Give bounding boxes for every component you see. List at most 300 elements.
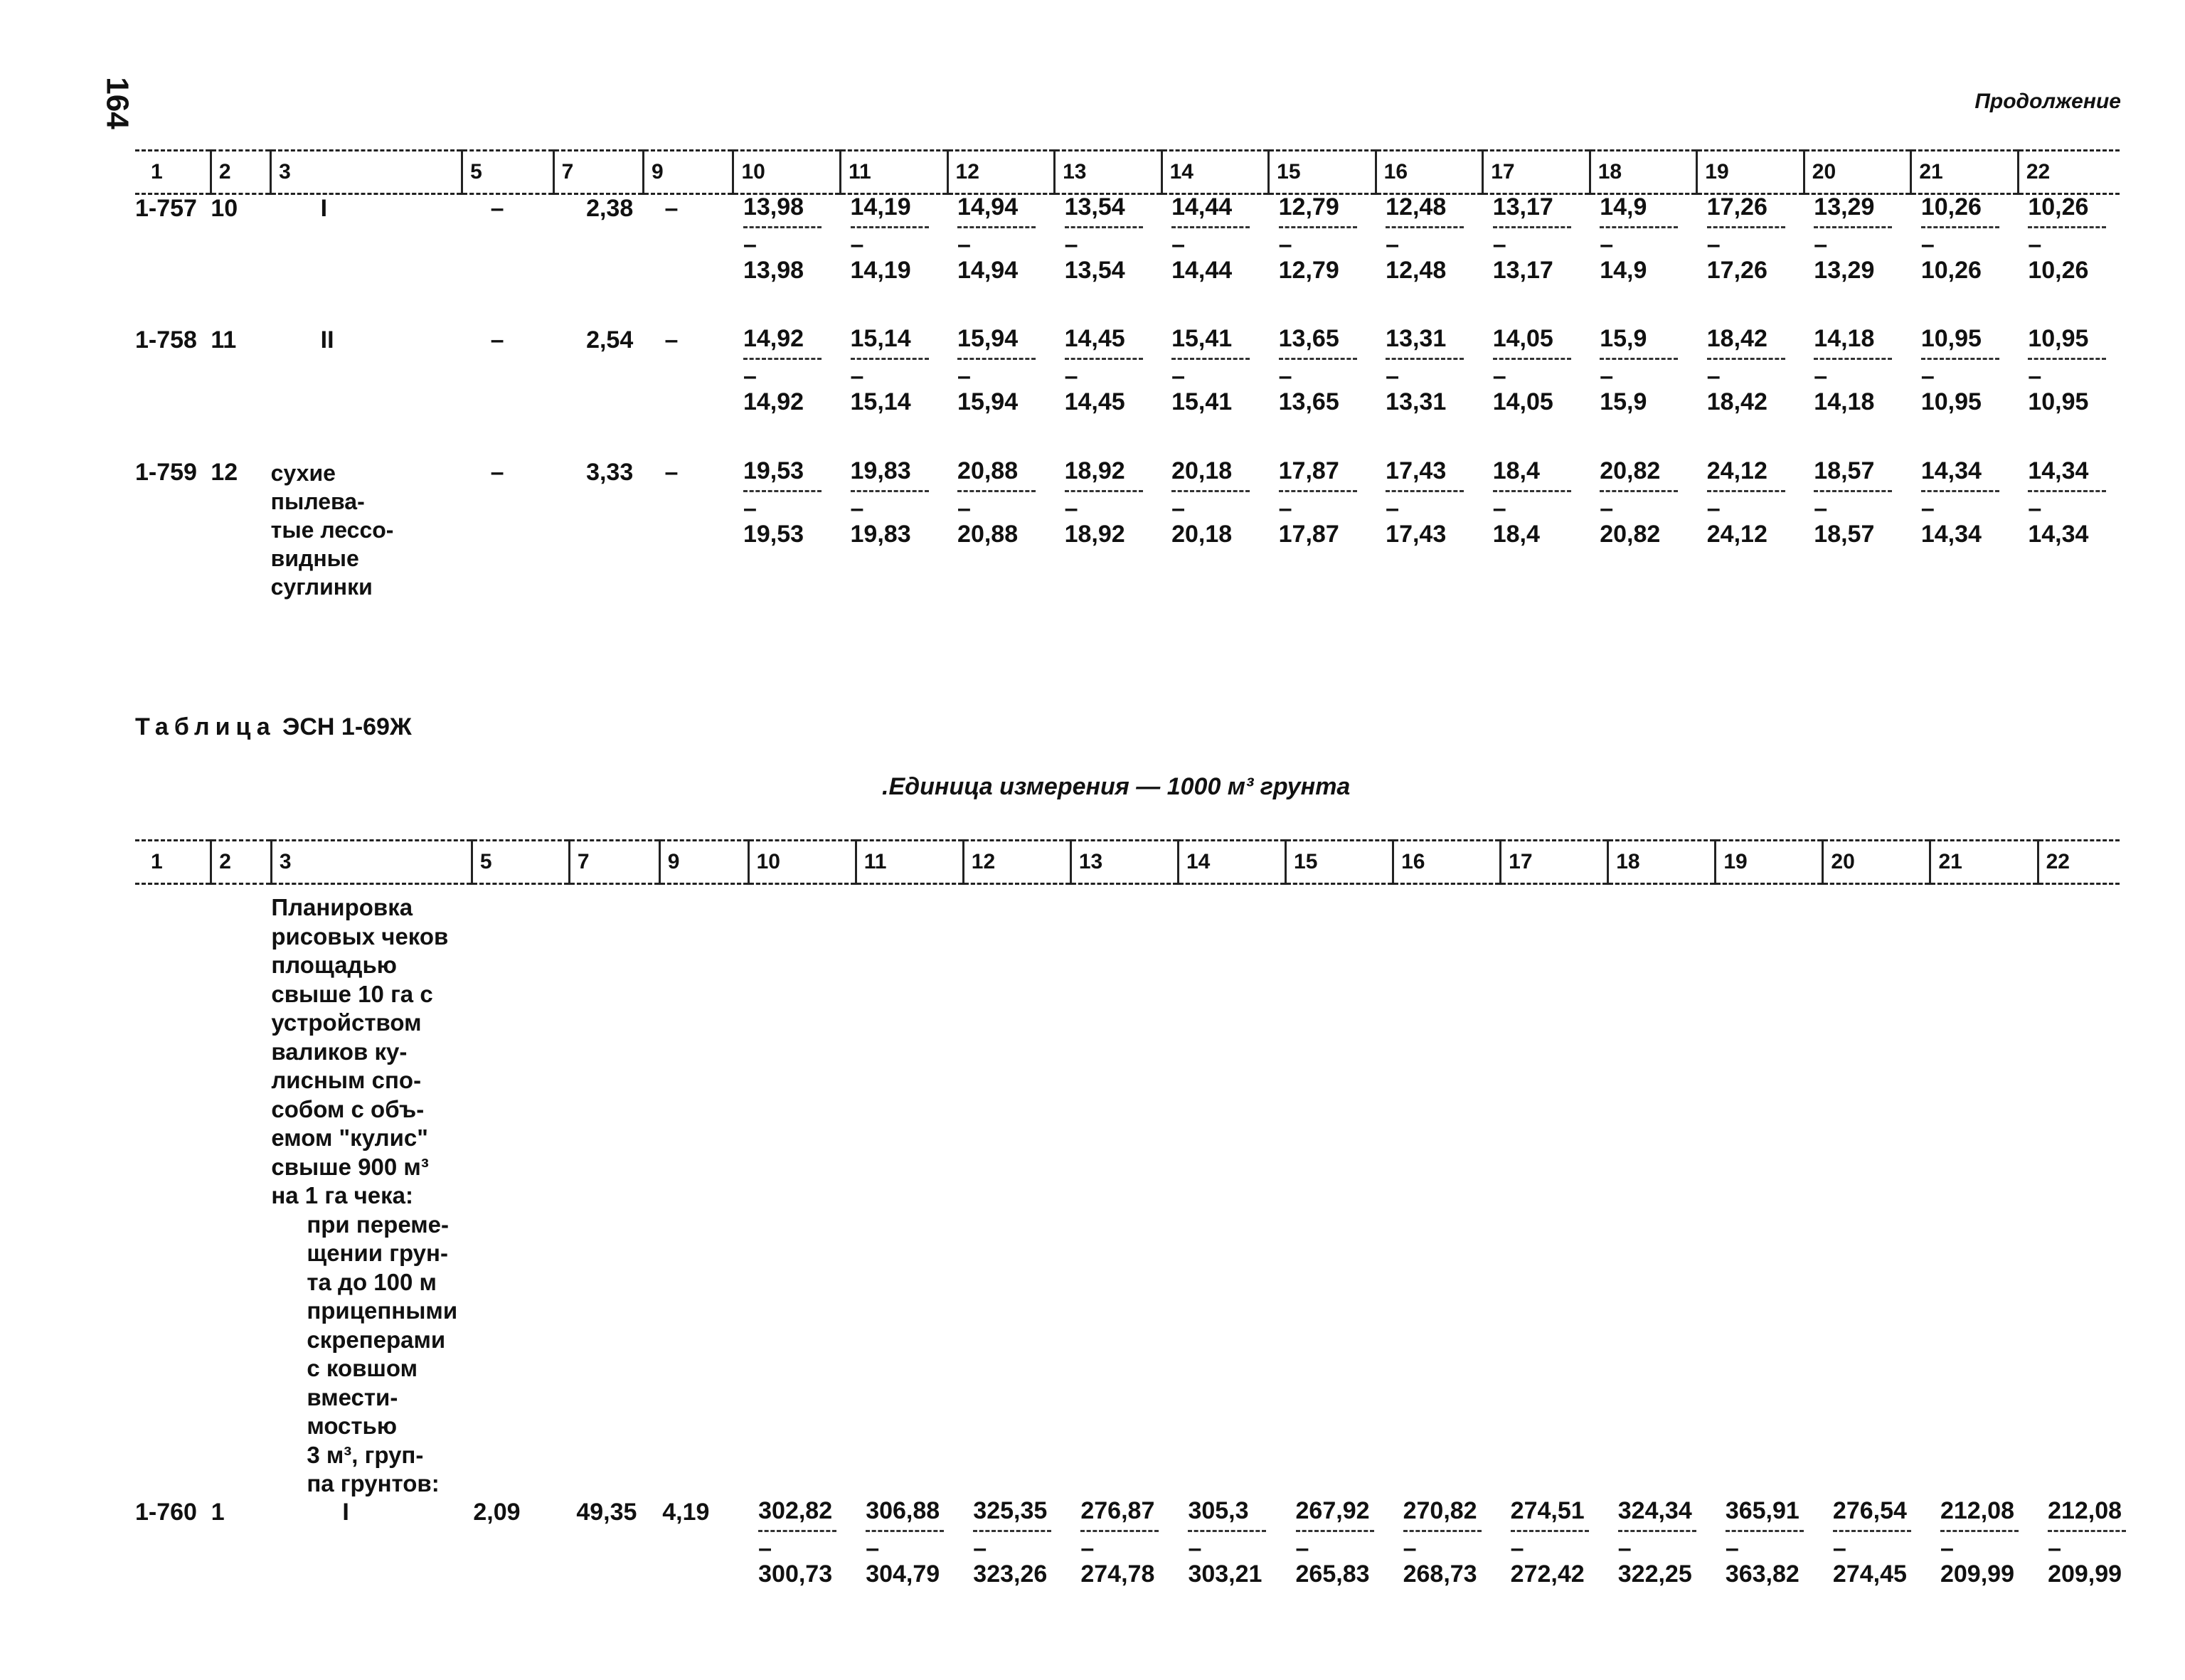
fraction-dash: –: [973, 1534, 987, 1562]
column-header: 9: [659, 841, 748, 884]
col-7: 2,38: [586, 195, 634, 222]
fraction-numerator: 14,19: [851, 195, 929, 228]
column-header: 19: [1716, 841, 1823, 884]
column-header: 21: [1911, 151, 2019, 194]
empty-cell: [748, 884, 856, 1499]
fraction-dash: –: [743, 362, 757, 390]
fraction-denominator: 17,87: [1278, 520, 1339, 548]
text-line: лисным спо-: [271, 1067, 422, 1093]
fraction-denominator: 10,26: [2028, 257, 2089, 284]
table-row: [135, 194, 2120, 326]
table-row: [135, 326, 2120, 459]
fraction-denominator: 14,05: [1492, 388, 1553, 415]
fraction-dash: –: [850, 231, 864, 258]
empty-cell: [1393, 884, 1501, 1499]
fraction-numerator: 13,54: [1065, 195, 1143, 228]
fraction: [1600, 326, 1678, 414]
column-header: 18: [1608, 841, 1716, 884]
column-header: 5: [472, 841, 569, 884]
value-cell: [1055, 459, 1162, 608]
fraction: [2028, 326, 2106, 414]
fraction-dash: –: [1832, 1534, 1846, 1562]
row-code: 1-759: [135, 458, 197, 486]
text-line: собом с объ-: [271, 1095, 425, 1122]
fraction-dash: –: [1278, 231, 1292, 258]
value-cell: [1697, 326, 1804, 459]
fraction-denominator: 18,42: [1706, 388, 1767, 415]
fraction-numerator: 18,4: [1493, 459, 1571, 492]
fraction: [743, 326, 822, 414]
fraction: [1386, 326, 1464, 414]
fraction-numerator: 20,82: [1600, 459, 1678, 492]
value-cell: [1269, 194, 1376, 326]
text-line: видные: [270, 545, 359, 571]
row-number: 11: [211, 326, 237, 353]
fraction-numerator: 270,82: [1403, 1499, 1482, 1532]
empty-cell: [1501, 884, 1608, 1499]
fraction-numerator: 14,45: [1065, 326, 1143, 360]
column-header: 20: [1823, 841, 1930, 884]
text-line: емом "кулис": [271, 1125, 428, 1151]
fraction-numerator: 13,31: [1386, 326, 1464, 360]
value-cell: [2018, 194, 2120, 326]
fraction-denominator: 13,54: [1064, 257, 1125, 284]
fraction: [866, 1496, 944, 1588]
fraction: [1617, 1496, 1696, 1588]
fraction-dash: –: [1171, 362, 1186, 390]
empty-cell: [1823, 884, 1930, 1499]
fraction-denominator: 300,73: [758, 1560, 833, 1588]
fraction: [1279, 459, 1357, 546]
value-cell: [1269, 326, 1376, 459]
table-title-word: Таблица: [135, 713, 276, 740]
row-name-text: [271, 459, 470, 601]
description-text: [271, 893, 472, 1499]
fraction-denominator: 265,83: [1295, 1560, 1370, 1588]
column-header: 15: [1286, 841, 1393, 884]
value-cell: [947, 326, 1055, 459]
fraction: [1510, 1496, 1589, 1588]
column-header: 14: [1161, 151, 1269, 194]
fraction-dash: –: [2028, 231, 2042, 258]
column-header: 3: [271, 151, 462, 194]
fraction: [1493, 459, 1571, 546]
text-line: пылева-: [270, 488, 365, 514]
value-cell: [1697, 194, 1804, 326]
fraction-denominator: 303,21: [1188, 1560, 1262, 1588]
fraction: [1600, 195, 1678, 282]
fraction-denominator: 17,26: [1706, 257, 1767, 284]
fraction: [1171, 326, 1250, 414]
fraction-denominator: 10,26: [1920, 257, 1982, 284]
fraction: [1171, 195, 1250, 282]
value-cell: [1376, 326, 1483, 459]
fraction-numerator: 212,08: [1940, 1499, 2019, 1532]
fraction: [851, 459, 929, 546]
fraction-numerator: 24,12: [1707, 459, 1785, 492]
fraction-dash: –: [2028, 362, 2042, 390]
table-title: [135, 713, 412, 741]
fraction-numerator: 13,65: [1279, 326, 1357, 360]
fraction-dash: –: [2028, 494, 2042, 522]
value-cell: [1590, 326, 1697, 459]
value-cell: [1501, 1496, 1608, 1588]
col-7: 49,35: [576, 1498, 637, 1526]
fraction-denominator: 10,95: [1920, 388, 1982, 415]
column-header: 2: [211, 151, 270, 194]
fraction-dash: –: [957, 362, 971, 390]
sub-description-text: [271, 1211, 472, 1499]
fraction-dash: –: [850, 362, 864, 390]
fraction-numerator: 365,91: [1726, 1499, 1804, 1532]
fraction-numerator: 14,34: [1921, 459, 1999, 492]
table-esn-1-69zh: [135, 839, 2120, 1588]
row-number: 12: [211, 458, 238, 486]
fraction: [1065, 459, 1143, 546]
fraction: [1707, 459, 1785, 546]
row-number: 10: [211, 195, 238, 222]
fraction: [1921, 326, 1999, 414]
col-5: –: [490, 326, 504, 353]
text-line: вмести-: [307, 1383, 398, 1410]
fraction-denominator: 13,29: [1814, 257, 1875, 284]
fraction: [1188, 1496, 1266, 1588]
value-cell: [1823, 1496, 1930, 1588]
value-cell: [1483, 459, 1590, 608]
col-9: 4,19: [662, 1498, 710, 1526]
fraction: [1279, 326, 1357, 414]
fraction: [1065, 326, 1143, 414]
fraction-dash: –: [1171, 231, 1186, 258]
fraction-dash: –: [1492, 494, 1506, 522]
fraction-numerator: 14,92: [743, 326, 822, 360]
col-5: –: [490, 458, 504, 486]
fraction: [1279, 195, 1357, 282]
fraction: [1080, 1496, 1159, 1588]
fraction-dash: –: [1600, 231, 1614, 258]
fraction-denominator: 323,26: [973, 1560, 1048, 1588]
fraction-numerator: 13,98: [743, 195, 822, 228]
empty-cell: [963, 884, 1070, 1499]
fraction-denominator: 19,83: [850, 520, 911, 548]
empty-cell: [1608, 884, 1716, 1499]
fraction-dash: –: [1725, 1534, 1739, 1562]
fraction-dash: –: [957, 231, 971, 258]
fraction-dash: –: [850, 494, 864, 522]
column-header: 3: [271, 841, 472, 884]
empty-cell: [659, 884, 748, 1499]
fraction-numerator: 14,9: [1600, 195, 1678, 228]
value-cell: [1055, 194, 1162, 326]
fraction: [851, 326, 929, 414]
fraction-dash: –: [1295, 1534, 1309, 1562]
fraction-denominator: 14,94: [957, 257, 1019, 284]
column-header: 18: [1590, 151, 1697, 194]
fraction-dash: –: [1492, 362, 1506, 390]
fraction: [1940, 1496, 2019, 1588]
row-name: I: [320, 195, 328, 222]
fraction-numerator: 212,08: [2048, 1499, 2126, 1532]
table-row: [135, 459, 2120, 608]
fraction: [1171, 459, 1250, 546]
fraction-numerator: 20,88: [957, 459, 1036, 492]
fraction-dash: –: [1814, 231, 1828, 258]
text-line: на 1 га чека:: [271, 1182, 413, 1208]
fraction-dash: –: [1617, 1534, 1632, 1562]
fraction-dash: –: [1403, 1534, 1417, 1562]
fraction: [743, 195, 822, 282]
fraction-denominator: 15,9: [1600, 388, 1647, 415]
value-cell: [1070, 1496, 1178, 1588]
header-row: [135, 841, 2120, 884]
fraction-denominator: 20,18: [1171, 520, 1233, 548]
value-cell: [1911, 194, 2019, 326]
fraction-numerator: 17,87: [1279, 459, 1357, 492]
fraction-numerator: 306,88: [866, 1499, 944, 1532]
text-line: щении грун-: [307, 1240, 448, 1266]
header-row: [135, 151, 2120, 194]
column-header: 9: [644, 151, 733, 194]
column-header: 13: [1055, 151, 1162, 194]
column-header: 10: [748, 841, 856, 884]
fraction-numerator: 15,14: [851, 326, 929, 360]
fraction-dash: –: [1940, 1534, 1954, 1562]
value-cell: [841, 459, 948, 608]
fraction-denominator: 17,43: [1386, 520, 1447, 548]
fraction: [1814, 326, 1892, 414]
continued-label: Продолжение: [1974, 90, 2121, 113]
value-cell: [733, 459, 841, 608]
value-cell: [1178, 1496, 1285, 1588]
fraction-dash: –: [743, 494, 757, 522]
fraction-denominator: 14,18: [1814, 388, 1875, 415]
fraction-numerator: 10,26: [2028, 195, 2106, 228]
fraction: [957, 459, 1036, 546]
fraction: [1600, 459, 1678, 546]
text-line: суглинки: [270, 573, 373, 600]
column-header: 2: [211, 841, 272, 884]
fraction-denominator: 14,44: [1171, 257, 1233, 284]
fraction-denominator: 13,98: [743, 257, 804, 284]
fraction-dash: –: [1706, 494, 1721, 522]
fraction-denominator: 12,48: [1386, 257, 1447, 284]
fraction-dash: –: [758, 1534, 772, 1562]
fraction-numerator: 14,05: [1493, 326, 1571, 360]
fraction-denominator: 24,12: [1706, 520, 1767, 548]
value-cell: [1161, 194, 1269, 326]
fraction-dash: –: [1920, 231, 1935, 258]
fraction: [1386, 195, 1464, 282]
fraction: [1065, 195, 1143, 282]
fraction-numerator: 13,29: [1814, 195, 1892, 228]
fraction-dash: –: [1814, 362, 1828, 390]
fraction-numerator: 14,18: [1814, 326, 1892, 360]
empty-cell: [1070, 884, 1178, 1499]
row-code: 1-757: [135, 195, 197, 222]
fraction: [1707, 195, 1785, 282]
column-header: 16: [1376, 151, 1483, 194]
fraction-dash: –: [1064, 362, 1078, 390]
text-line: свыше 900 м³: [271, 1153, 429, 1180]
fraction-dash: –: [1706, 231, 1721, 258]
value-cell: [963, 1496, 1070, 1588]
fraction-denominator: 14,92: [743, 388, 804, 415]
fraction: [1295, 1496, 1374, 1588]
column-header: 5: [462, 151, 553, 194]
fraction-denominator: 18,4: [1492, 520, 1540, 548]
empty-cell: [1930, 884, 2038, 1499]
fraction: [957, 326, 1036, 414]
column-header: 1: [135, 841, 211, 884]
fraction-dash: –: [1386, 231, 1400, 258]
column-header: 14: [1178, 841, 1285, 884]
fraction-denominator: 12,79: [1278, 257, 1339, 284]
col-9: –: [664, 195, 679, 222]
empty-cell: [211, 884, 272, 1499]
value-cell: [841, 326, 948, 459]
fraction: [743, 459, 822, 546]
value-cell: [1286, 1496, 1393, 1588]
column-header: 13: [1070, 841, 1178, 884]
fraction-dash: –: [957, 494, 971, 522]
value-cell: [1376, 459, 1483, 608]
fraction-numerator: 305,3: [1188, 1499, 1266, 1532]
fraction-denominator: 13,65: [1278, 388, 1339, 415]
col-9: –: [664, 458, 679, 486]
fraction-denominator: 209,99: [2048, 1560, 2122, 1588]
value-cell: [1608, 1496, 1716, 1588]
value-cell: [1393, 1496, 1501, 1588]
text-line: при переме-: [307, 1211, 450, 1238]
fraction-numerator: 15,9: [1600, 326, 1678, 360]
fraction-numerator: 15,41: [1171, 326, 1250, 360]
fraction-numerator: 19,83: [851, 459, 929, 492]
value-cell: [1161, 326, 1269, 459]
row-code: 1-760: [135, 1498, 197, 1526]
value-cell: [1376, 194, 1483, 326]
value-cell: [2018, 459, 2120, 608]
fraction-numerator: 276,87: [1080, 1499, 1159, 1532]
fraction-dash: –: [1706, 362, 1721, 390]
value-cell: [1483, 194, 1590, 326]
empty-cell: [856, 884, 963, 1499]
fraction-denominator: 209,99: [1940, 1560, 2014, 1588]
empty-cell: [2038, 884, 2120, 1499]
value-cell: [2018, 326, 2120, 459]
value-cell: [947, 459, 1055, 608]
text-line: па грунтов:: [307, 1470, 440, 1496]
fraction-dash: –: [866, 1534, 880, 1562]
fraction: [2028, 459, 2106, 546]
fraction-numerator: 20,18: [1171, 459, 1250, 492]
col-7: 2,54: [586, 326, 634, 353]
fraction: [1832, 1496, 1911, 1588]
fraction-numerator: 10,95: [1921, 326, 1999, 360]
value-cell: [2038, 1496, 2122, 1588]
fraction-dash: –: [1188, 1534, 1202, 1562]
column-header: 12: [963, 841, 1070, 884]
row-code: 1-758: [135, 326, 197, 353]
column-header: 7: [569, 841, 659, 884]
fraction-denominator: 18,57: [1814, 520, 1875, 548]
fraction-numerator: 12,48: [1386, 195, 1464, 228]
fraction: [1921, 195, 1999, 282]
text-line: тые лессо-: [270, 516, 394, 543]
fraction-denominator: 14,19: [850, 257, 911, 284]
text-line: скреперами: [307, 1326, 446, 1353]
fraction-denominator: 14,45: [1064, 388, 1125, 415]
column-header: 1: [135, 151, 211, 194]
fraction-numerator: 10,26: [1921, 195, 1999, 228]
column-header: 17: [1483, 151, 1590, 194]
fraction-numerator: 302,82: [758, 1499, 836, 1532]
fraction-dash: –: [1080, 1534, 1095, 1562]
fraction-dash: –: [1171, 494, 1186, 522]
row-name: [271, 459, 462, 608]
fraction: [1493, 326, 1571, 414]
text-line: та до 100 м: [307, 1268, 437, 1295]
value-cell: [1055, 326, 1162, 459]
page-number: 164: [100, 77, 135, 129]
value-cell: [1269, 459, 1376, 608]
fraction-dash: –: [1064, 494, 1078, 522]
fraction-denominator: 14,34: [1920, 520, 1982, 548]
fraction-denominator: 15,41: [1171, 388, 1233, 415]
empty-cell: [472, 884, 569, 1499]
value-cell: [947, 194, 1055, 326]
row-name: II: [320, 326, 334, 353]
fraction-denominator: 14,34: [2028, 520, 2089, 548]
column-header: 7: [553, 151, 643, 194]
value-cell: [748, 1496, 856, 1588]
fraction-numerator: 17,43: [1386, 459, 1464, 492]
fraction: [973, 1496, 1051, 1588]
column-header: 22: [2018, 151, 2120, 194]
fraction-denominator: 19,53: [743, 520, 804, 548]
value-cell: [1697, 459, 1804, 608]
fraction-numerator: 14,94: [957, 195, 1036, 228]
value-cell: [1804, 459, 1911, 608]
fraction-dash: –: [1278, 494, 1292, 522]
value-cell: [1804, 194, 1911, 326]
column-header: 11: [856, 841, 963, 884]
column-header: 22: [2038, 841, 2120, 884]
fraction-numerator: 13,17: [1493, 195, 1571, 228]
fraction-denominator: 18,92: [1064, 520, 1125, 548]
fraction-denominator: 13,31: [1386, 388, 1447, 415]
value-cell: [856, 1496, 963, 1588]
fraction-denominator: 15,14: [850, 388, 911, 415]
fraction-numerator: 267,92: [1296, 1499, 1374, 1532]
fraction-numerator: 19,53: [743, 459, 822, 492]
fraction-denominator: 13,17: [1492, 257, 1553, 284]
fraction-numerator: 18,42: [1707, 326, 1785, 360]
fraction-dash: –: [1600, 494, 1614, 522]
table-continued: [135, 149, 2120, 608]
col-7: 3,33: [586, 458, 634, 486]
value-cell: [1804, 326, 1911, 459]
text-line: 3 м³, груп-: [307, 1441, 424, 1468]
value-cell: [1716, 1496, 1823, 1588]
fraction: [1725, 1496, 1804, 1588]
empty-cell: [569, 884, 659, 1499]
fraction-dash: –: [1386, 362, 1400, 390]
fraction-dash: –: [1064, 231, 1078, 258]
fraction-dash: –: [1814, 494, 1828, 522]
fraction-numerator: 325,35: [973, 1499, 1051, 1532]
fraction-denominator: 20,88: [957, 520, 1019, 548]
text-line: с ковшом: [307, 1355, 418, 1381]
